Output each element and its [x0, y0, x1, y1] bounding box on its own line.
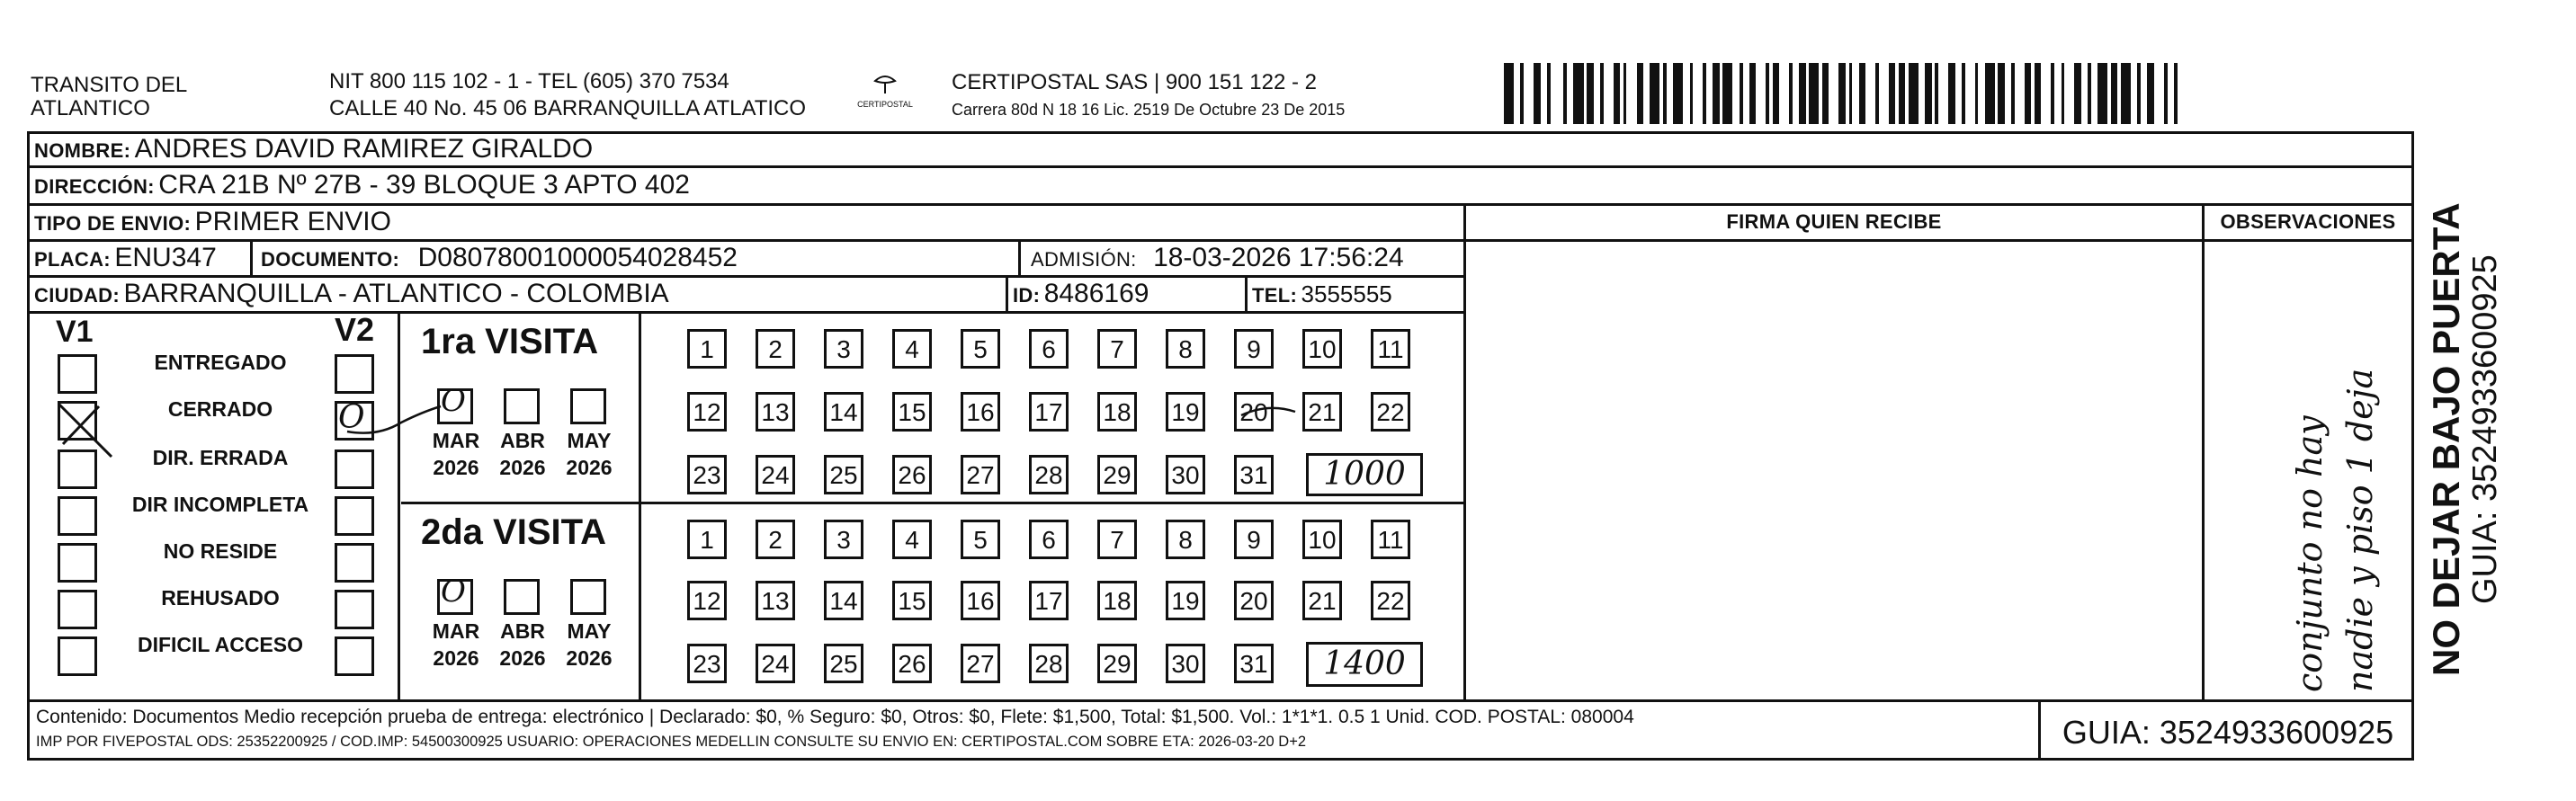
first-visit-day[interactable]: 14: [824, 392, 863, 432]
first-visit-day[interactable]: 17: [1029, 392, 1069, 432]
certipostal-logo-text: CERTIPOSTAL: [857, 100, 913, 109]
month-name: MAR: [432, 619, 480, 643]
sender-nit: NIT 800 115 102 - 1 - TEL (605) 370 7534: [329, 69, 729, 93]
second-visit-day[interactable]: 8: [1166, 520, 1205, 559]
first-visit-day[interactable]: 9: [1234, 329, 1274, 369]
month-year: 2026: [566, 646, 613, 670]
second-visit-day[interactable]: 26: [892, 644, 932, 683]
first-visit-day[interactable]: 6: [1029, 329, 1069, 369]
status-option-label: ENTREGADO: [154, 351, 287, 374]
second-visit-day[interactable]: 4: [892, 520, 932, 559]
second-visit-day[interactable]: 13: [756, 581, 795, 620]
second-visit-day[interactable]: 15: [892, 581, 932, 620]
second-visit-title: 2da VISITA: [421, 512, 606, 552]
second-visit-day[interactable]: 29: [1097, 644, 1137, 683]
second-visit-day[interactable]: 16: [961, 581, 1000, 620]
status-option-label: DIFICIL ACCESO: [137, 633, 303, 656]
side-warning: NO DEJAR BAJO PUERTA: [2425, 202, 2467, 676]
second-visit-day[interactable]: 14: [824, 581, 863, 620]
second-visit-day[interactable]: 25: [824, 644, 863, 683]
status-option-label: DIR INCOMPLETA: [131, 493, 309, 516]
second-visit-day[interactable]: 22: [1371, 581, 1410, 620]
second-visit-day[interactable]: 18: [1097, 581, 1137, 620]
second-visit-day[interactable]: 21: [1302, 581, 1342, 620]
month-year: 2026: [433, 456, 479, 479]
second-visit-day[interactable]: 11: [1371, 520, 1410, 559]
first-visit-day[interactable]: 4: [892, 329, 932, 369]
nombre-value: ANDRES DAVID RAMIREZ GIRALDO: [134, 134, 594, 164]
month-name: ABR: [500, 619, 545, 643]
first-visit-day[interactable]: 15: [892, 392, 932, 432]
first-visit-day[interactable]: 1: [687, 329, 727, 369]
admision-label: ADMISIÓN:: [1031, 248, 1137, 271]
footer-imp: IMP POR FIVEPOSTAL ODS: 25352200925 / COD.IMP: 54500300925 USUARIO: OPERACIONES MEDELLIN CONSULTE SU ENVIO EN: CERTIPOSTAL.COM SOBRE ETA: 2026-03-20 D+2: [36, 734, 1307, 750]
second-visit-day[interactable]: 12: [687, 581, 727, 620]
second-visit-day[interactable]: 6: [1029, 520, 1069, 559]
first-visit-day[interactable]: 19: [1166, 392, 1205, 432]
second-visit-day[interactable]: 2: [756, 520, 795, 559]
second-visit-day[interactable]: 10: [1302, 520, 1342, 559]
first-visit-day[interactable]: 8: [1166, 329, 1205, 369]
first-visit-day[interactable]: 22: [1371, 392, 1410, 432]
first-visit-day[interactable]: 20: [1234, 392, 1274, 432]
tipo-envio-label: TIPO DE ENVIO:: [34, 212, 192, 235]
first-visit-day[interactable]: 3: [824, 329, 863, 369]
month-handwritten-mark: O: [441, 574, 466, 610]
second-visit-day[interactable]: 7: [1097, 520, 1137, 559]
sender-address: CALLE 40 No. 45 06 BARRANQUILLA ATLATICO: [329, 96, 807, 120]
sender-org-line2: ATLANTICO: [31, 96, 150, 120]
first-visit-day[interactable]: 5: [961, 329, 1000, 369]
direccion-label: DIRECCIÓN:: [34, 175, 155, 198]
direccion-value: CRA 21B Nº 27B - 39 BLOQUE 3 APTO 402: [158, 170, 690, 200]
second-visit-day[interactable]: 30: [1166, 644, 1205, 683]
month-name: MAY: [567, 619, 612, 643]
month-year: 2026: [566, 456, 613, 479]
documento-value: D08078001000054028452: [417, 243, 738, 272]
first-visit-day[interactable]: 11: [1371, 329, 1410, 369]
month-year: 2026: [433, 646, 479, 670]
tel-value: 3555555: [1301, 280, 1392, 307]
month-year: 2026: [499, 646, 546, 670]
observaciones-header: OBSERVACIONES: [2220, 210, 2396, 233]
id-label: ID:: [1013, 284, 1041, 307]
first-visit-day[interactable]: 28: [1029, 455, 1069, 494]
first-visit-day[interactable]: 24: [756, 455, 795, 494]
second-visit-day[interactable]: 20: [1234, 581, 1274, 620]
first-visit-day[interactable]: 7: [1097, 329, 1137, 369]
first-visit-day[interactable]: 27: [961, 455, 1000, 494]
second-visit-day[interactable]: 5: [961, 520, 1000, 559]
ciudad-label: CIUDAD:: [34, 284, 120, 307]
second-visit-day[interactable]: 28: [1029, 644, 1069, 683]
observaciones-handwriting: conjunto no hay nadie y piso 1 deja: [2290, 368, 2380, 692]
v2-header: V2: [335, 311, 375, 348]
firma-header: FIRMA QUIEN RECIBE: [1726, 210, 1942, 233]
handwritten-time-first: 1000: [1306, 453, 1423, 496]
second-visit-day[interactable]: 1: [687, 520, 727, 559]
status-option-label: DIR. ERRADA: [152, 446, 289, 469]
footer-guia: GUIA: 3524933600925: [2062, 714, 2394, 751]
carrier-address: Carrera 80d N 18 16 Lic. 2519 De Octubre 23 De 2015: [952, 101, 1346, 119]
ciudad-value: BARRANQUILLA - ATLANTICO - COLOMBIA: [123, 279, 669, 308]
second-visit-day[interactable]: 9: [1234, 520, 1274, 559]
first-visit-day[interactable]: 21: [1302, 392, 1342, 432]
second-visit-day[interactable]: 19: [1166, 581, 1205, 620]
id-value: 8486169: [1043, 279, 1149, 308]
second-visit-day[interactable]: 3: [824, 520, 863, 559]
handwritten-time-second: 1400: [1306, 642, 1423, 687]
footer-contenido: Contenido: Documentos Medio recepción prueba de entrega: electrónico | Declarado: $0, % Seguro: $0, Otros: $0, Flete: $1,500, Total: $1,500. Vol.: 1*1*1. 0.5 1 Unid. COD. POSTAL: 080004: [36, 707, 1634, 727]
v1-header: V1: [56, 315, 94, 349]
tipo-envio-value: PRIMER ENVIO: [194, 207, 391, 236]
first-visit-title: 1ra VISITA: [421, 322, 599, 361]
tel-label: TEL:: [1252, 284, 1298, 307]
side-guia: GUIA: 3524933600925: [2466, 254, 2504, 604]
admision-value: 18-03-2026 17:56:24: [1153, 243, 1404, 272]
first-visit-day[interactable]: 26: [892, 455, 932, 494]
second-visit-day[interactable]: 23: [687, 644, 727, 683]
first-visit-day[interactable]: 31: [1234, 455, 1274, 494]
first-visit-day[interactable]: 29: [1097, 455, 1137, 494]
month-handwritten-mark: O: [441, 383, 466, 419]
status-option-label: REHUSADO: [161, 586, 280, 610]
first-visit-day[interactable]: 23: [687, 455, 727, 494]
month-name: MAR: [432, 429, 480, 452]
sender-org-line1: TRANSITO DEL: [31, 73, 188, 97]
month-name: MAY: [567, 429, 612, 452]
second-visit-day[interactable]: 24: [756, 644, 795, 683]
first-visit-day[interactable]: 10: [1302, 329, 1342, 369]
second-visit-day[interactable]: 31: [1234, 644, 1274, 683]
first-visit-day[interactable]: 13: [756, 392, 795, 432]
nombre-label: NOMBRE:: [34, 139, 131, 162]
status-option-label: NO RESIDE: [163, 539, 278, 563]
first-visit-day[interactable]: 2: [756, 329, 795, 369]
carrier-name: CERTIPOSTAL SAS | 900 151 122 - 2: [952, 70, 1317, 94]
documento-label: DOCUMENTO:: [261, 248, 400, 271]
first-visit-day[interactable]: 18: [1097, 392, 1137, 432]
placa-label: PLACA:: [34, 248, 111, 271]
placa-value: ENU347: [114, 243, 217, 272]
first-visit-day[interactable]: 30: [1166, 455, 1205, 494]
first-visit-day[interactable]: 25: [824, 455, 863, 494]
second-visit-day[interactable]: 17: [1029, 581, 1069, 620]
status-option-label: CERRADO: [167, 397, 273, 421]
second-visit-day[interactable]: 27: [961, 644, 1000, 683]
first-visit-day[interactable]: 12: [687, 392, 727, 432]
month-year: 2026: [499, 456, 546, 479]
v2-handwritten-mark: O: [338, 399, 365, 436]
first-visit-day[interactable]: 16: [961, 392, 1000, 432]
month-name: ABR: [500, 429, 545, 452]
